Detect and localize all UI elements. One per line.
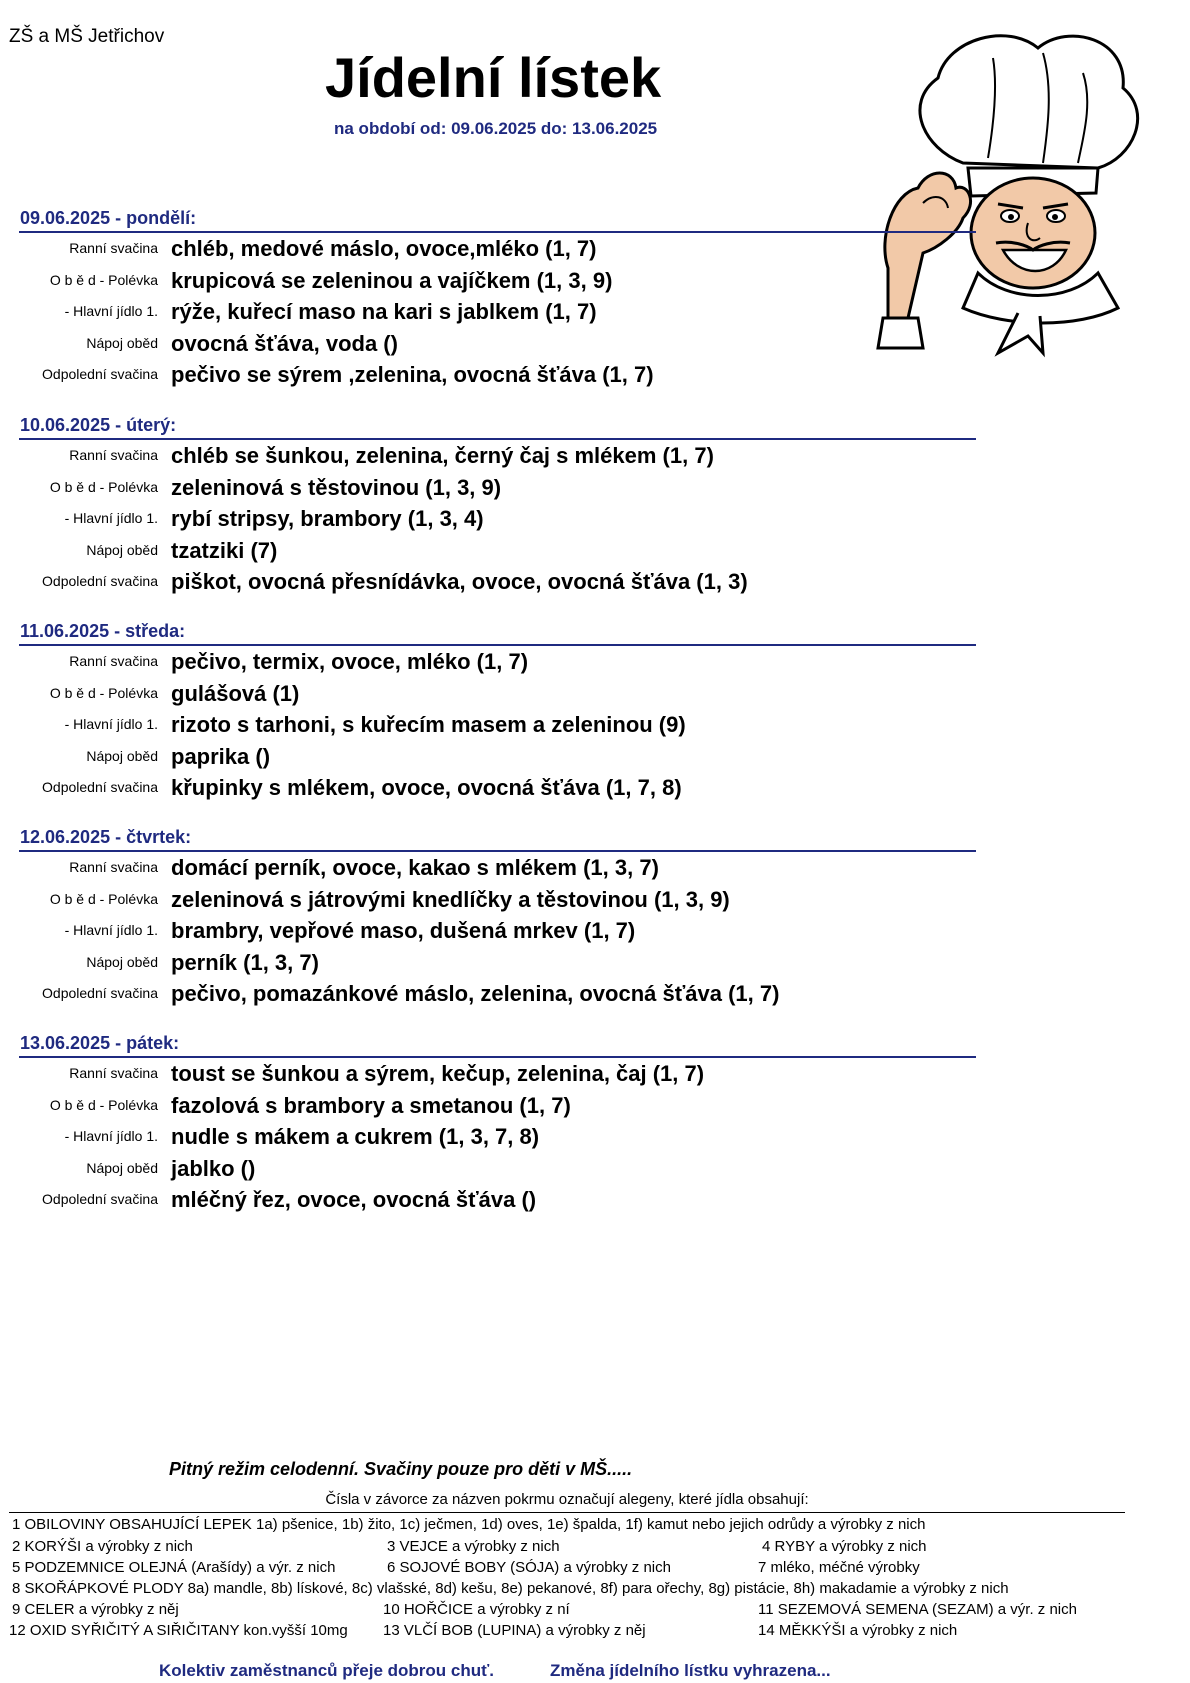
- meal-label: Ranní svačina: [69, 859, 158, 875]
- allergen-10: 10 HOŘČICE a výrobky z ní: [383, 1601, 570, 1618]
- meal-row: [19, 233, 976, 265]
- meal-dish: pečivo, pomazánkové máslo, zelenina, ovocná šťáva (1, 7): [171, 981, 780, 1006]
- meal-label: Nápoj oběd: [86, 953, 158, 970]
- meal-dish: chléb se šunkou, zelenina, černý čaj s mlékem (1, 7): [171, 443, 714, 468]
- allergen-3: 3 VEJCE a výrobky z nich: [387, 1538, 560, 1555]
- meal-row: [19, 535, 976, 567]
- footer-greeting: Kolektiv zaměstnanců přeje dobrou chuť.: [159, 1661, 494, 1680]
- meal-row: [19, 978, 976, 1010]
- meal-row: [19, 265, 976, 297]
- meal-row: [19, 1184, 976, 1216]
- allergen-5: 5 PODZEMNICE OLEJNÁ (Arašídy) a výr. z nich: [12, 1559, 336, 1576]
- menu-period: na období od: 09.06.2025 do: 13.06.2025: [334, 119, 658, 138]
- meal-dish: ovocná šťáva, voda (): [171, 330, 398, 356]
- meal-dish: rýže, kuřecí maso na kari s jablkem (1, 7): [171, 299, 597, 324]
- day-section: [19, 412, 976, 598]
- meal-dish: nudle s mákem a cukrem (1, 3, 7, 8): [171, 1124, 540, 1149]
- meal-dish: zeleninová s těstovinou (1, 3, 9): [171, 474, 502, 500]
- meal-label: O b ě d - Polévka: [49, 1096, 158, 1113]
- meal-row: [19, 772, 976, 804]
- allergen-12: 12 OXID SYŘIČITÝ A SIŘIČITANY kon.vyšší 10mg: [9, 1622, 348, 1639]
- allergen-8: 8 SKOŘÁPKOVÉ PLODY 8a) mandle, 8b) lískové, 8c) vlašské, 8d) kešu, 8e) pekanové, 8f) para ořechy, 8g) pistácie, 8h) makadamie a výrobky z nich: [12, 1580, 1009, 1597]
- allergen-13: 13 VLČÍ BOB (LUPINA) a výrobky z něj: [383, 1622, 646, 1639]
- drink-regime-note: Pitný režim celodenní. Svačiny pouze pro děti v MŠ.....: [169, 1459, 633, 1479]
- meal-dish: chléb, medové máslo, ovoce,mléko (1, 7): [171, 236, 597, 261]
- meal-dish: rybí stripsy, brambory (1, 3, 4): [171, 506, 484, 531]
- meal-dish: domácí perník, ovoce, kakao s mlékem (1, 3, 7): [171, 855, 659, 880]
- meal-dish: tzatziki (7): [171, 537, 278, 563]
- meal-label: Odpolední svačina: [42, 366, 158, 382]
- meal-row: [19, 503, 976, 535]
- meal-label: Odpolední svačina: [42, 573, 158, 589]
- allergen-divider: [9, 1512, 1125, 1513]
- meal-dish: gulášová (1): [171, 680, 300, 706]
- day-header: 13.06.2025 - pátek:: [19, 1030, 976, 1058]
- meal-label: - Hlavní jídlo 1.: [64, 303, 158, 319]
- meal-row: [19, 566, 976, 598]
- meal-row: [19, 678, 976, 710]
- meal-label: Odpolední svačina: [42, 779, 158, 795]
- meal-label: - Hlavní jídlo 1.: [64, 922, 158, 938]
- meal-row: [19, 440, 976, 472]
- meal-label: Ranní svačina: [69, 240, 158, 256]
- meal-dish: fazolová s brambory a smetanou (1, 7): [171, 1092, 571, 1118]
- day-header: 12.06.2025 - čtvrtek:: [19, 824, 976, 852]
- meal-row: [19, 646, 976, 678]
- meal-label: O b ě d - Polévka: [49, 684, 158, 701]
- allergen-2: 2 KORÝŠI a výrobky z nich: [12, 1538, 193, 1555]
- allergen-4: 4 RYBY a výrobky z nich: [762, 1538, 927, 1555]
- school-name: ZŠ a MŠ Jetřichov: [9, 26, 165, 47]
- allergen-1: 1 OBILOVINY OBSAHUJÍCÍ LEPEK 1a) pšenice, 1b) žito, 1c) ječmen, 1d) oves, 1e) špalda, 1f) kamut nebo jejich odrůdy a výrobky z nich: [12, 1516, 926, 1533]
- meal-dish: zeleninová s játrovými knedlíčky a těstovinou (1, 3, 9): [171, 886, 730, 912]
- meal-dish: brambry, vepřové maso, dušená mrkev (1, 7): [171, 918, 636, 943]
- meal-row: [19, 1058, 976, 1090]
- allergen-11: 11 SEZEMOVÁ SEMENA (SEZAM) a výr. z nich: [758, 1601, 1077, 1618]
- meal-row: [19, 472, 976, 504]
- allergen-7: 7 mléko, méčné výrobky: [758, 1559, 920, 1576]
- meal-dish: jablko (): [171, 1155, 256, 1181]
- allergen-9: 9 CELER a výrobky z něj: [12, 1601, 179, 1618]
- meal-row: [19, 884, 976, 916]
- meal-label: Nápoj oběd: [86, 541, 158, 558]
- meal-row: [19, 741, 976, 773]
- meal-label: Nápoj oběd: [86, 1159, 158, 1176]
- meal-row: [19, 852, 976, 884]
- meal-label: O b ě d - Polévka: [49, 478, 158, 495]
- meal-dish: pečivo se sýrem ,zelenina, ovocná šťáva (1, 7): [171, 362, 654, 387]
- meal-label: O b ě d - Polévka: [49, 890, 158, 907]
- day-header: 09.06.2025 - pondělí:: [19, 205, 976, 233]
- meal-label: - Hlavní jídlo 1.: [64, 1128, 158, 1144]
- meal-label: Odpolední svačina: [42, 1191, 158, 1207]
- day-section: [19, 1030, 976, 1216]
- meal-row: [19, 328, 976, 360]
- meal-label: Nápoj oběd: [86, 334, 158, 351]
- meal-label: Ranní svačina: [69, 653, 158, 669]
- meal-dish: mléčný řez, ovoce, ovocná šťáva (): [171, 1187, 537, 1212]
- meal-label: - Hlavní jídlo 1.: [64, 716, 158, 732]
- meal-row: [19, 1090, 976, 1122]
- meal-dish: perník (1, 3, 7): [171, 949, 319, 975]
- meal-label: - Hlavní jídlo 1.: [64, 510, 158, 526]
- footer-change-notice: Změna jídelního lístku vyhrazena...: [550, 1661, 831, 1680]
- meal-dish: pečivo, termix, ovoce, mléko (1, 7): [171, 649, 529, 674]
- meal-row: [19, 947, 976, 979]
- day-header: 11.06.2025 - středa:: [19, 618, 976, 646]
- meal-dish: piškot, ovocná přesnídávka, ovoce, ovocná šťáva (1, 3): [171, 569, 748, 594]
- meal-dish: krupicová se zeleninou a vajíčkem (1, 3, 9): [171, 267, 613, 293]
- meal-row: [19, 296, 976, 328]
- meal-dish: paprika (): [171, 743, 271, 769]
- day-section: [19, 618, 976, 804]
- meal-dish: toust se šunkou a sýrem, kečup, zelenina, čaj (1, 7): [171, 1061, 705, 1086]
- day-header: 10.06.2025 - úterý:: [19, 412, 976, 440]
- allergen-header: Čísla v závorce za názven pokrmu označují alegeny, které jídla obsahují:: [325, 1491, 809, 1508]
- meal-row: [19, 915, 976, 947]
- meal-dish: křupinky s mlékem, ovoce, ovocná šťáva (1, 7, 8): [171, 775, 682, 800]
- meal-label: Odpolední svačina: [42, 985, 158, 1001]
- day-section: [19, 205, 976, 391]
- meal-label: Nápoj oběd: [86, 747, 158, 764]
- allergen-6: 6 SOJOVÉ BOBY (SÓJA) a výrobky z nich: [387, 1559, 671, 1576]
- meal-row: [19, 359, 976, 391]
- meal-label: Ranní svačina: [69, 447, 158, 463]
- page-title: Jídelní lístek: [325, 46, 662, 109]
- meal-label: Ranní svačina: [69, 1065, 158, 1081]
- allergen-14: 14 MĚKKÝŠI a výrobky z nich: [758, 1622, 958, 1639]
- meal-row: [19, 1121, 976, 1153]
- meal-dish: rizoto s tarhoni, s kuřecím masem a zeleninou (9): [171, 712, 686, 737]
- meal-row: [19, 1153, 976, 1185]
- day-section: [19, 824, 976, 1010]
- meal-label: O b ě d - Polévka: [49, 271, 158, 288]
- meal-row: [19, 709, 976, 741]
